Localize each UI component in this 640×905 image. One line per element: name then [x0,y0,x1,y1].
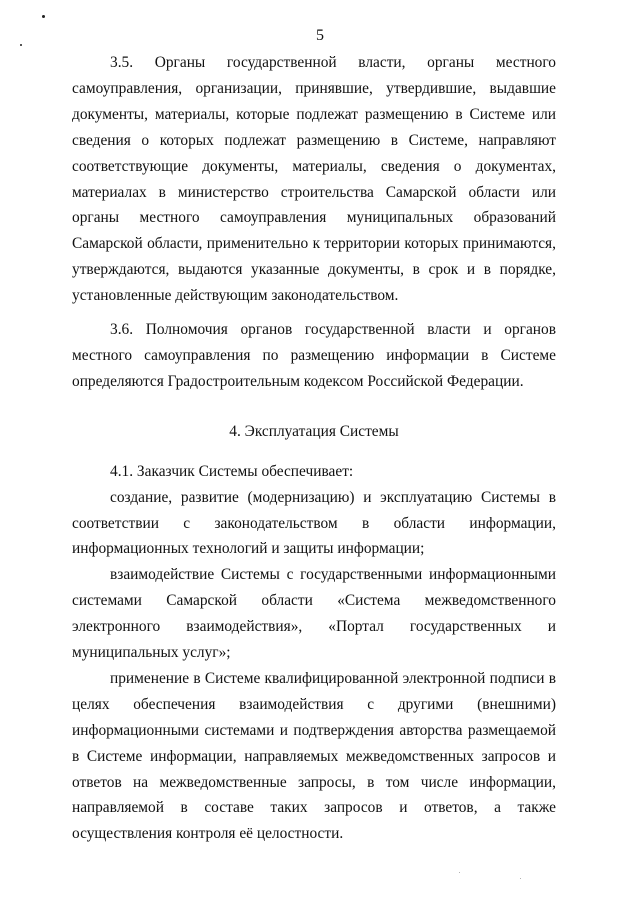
section-heading-4: 4. Эксплуатация Системы [229,422,399,440]
paragraph-3-5: 3.5. Органы государственной власти, органы местного самоуправления, организации, принявшие, утвердившие, выдавшие документы, материалы, которые подлежат размещению в Системе или сведения о которых подлежат размещению в Системе, направляют соответствующие документы, материалы, сведения о документах, материалах в министерство строительства Самарской области или органы местного самоуправления муниципальных образований Самарской области, применительно к территории которых принимаются, утверждаются, выдаются указанные документы, в срок и в порядке, установленные действующим законодательством. [72,54,556,305]
paragraph-interaction: взаимодействие Системы с государственными информационными системами Самарской области «Система межведомственного электронного взаимодействия», «Портал государственных и муниципальных услуг»; [72,566,556,662]
scan-speck [42,15,45,18]
scan-speck [520,878,521,879]
scan-speck [459,872,460,873]
paragraph-create: создание, развитие (модернизацию) и эксплуатацию Системы в соответствии с законодательством в области информации, информационных технологий и защиты информации; [72,488,556,558]
page-number: 5 [316,27,324,44]
paragraph-3-6: 3.6. Полномочия органов государственной власти и органов местного самоуправления по размещению информации в Системе определяются Градостроительным кодексом Российской Федерации. [72,321,556,390]
document-body [72,50,556,847]
section-heading-wrap [72,419,556,445]
paragraph-4-1: 4.1. Заказчик Системы обеспечивает: [110,462,354,480]
paragraph-signature: применение в Системе квалифицированной электронной подписи в целях обеспечения взаимодействия с другими (внешними) информационными системами и подтверждения авторства размещаемой в Системе информации, направляемых межведомственных запросов и ответов на межведомственные запросы, в том числе информации, направляемой в составе таких запросов и ответов, а также осуществления контроля её целостности. [72,669,556,843]
